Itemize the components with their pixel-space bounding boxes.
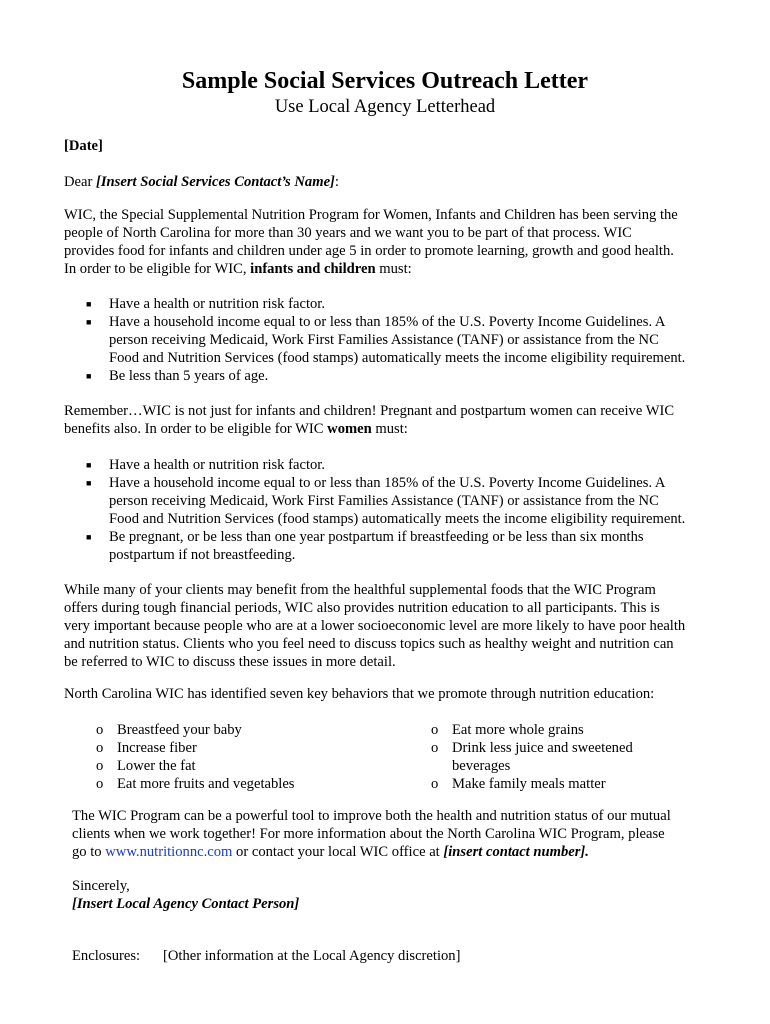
women-text: benefits also. In order to be eligible for WIC	[64, 421, 328, 437]
contact-number-placeholder: [insert contact number].	[443, 844, 589, 860]
closing-paragraph	[72, 807, 722, 861]
closing-text: or contact your local WIC office at	[232, 844, 444, 860]
bullet-icon: ■	[86, 299, 92, 309]
intro-line: WIC, the Special Supplemental Nutrition Program for Women, Infants and Children has been serving the	[64, 207, 678, 223]
intro-paragraph	[64, 206, 714, 278]
circle-bullet-icon: o	[431, 740, 439, 756]
list-item-text: beverages	[452, 758, 511, 774]
salutation	[64, 173, 339, 191]
list-item-text: Food and Nutrition Services (food stamps) automatically meets the income eligibility requirement.	[109, 350, 686, 366]
intro-line: provides food for infants and children under age 5 in order to promote learning, growth and good health.	[64, 243, 674, 259]
bullet-icon: ■	[86, 478, 92, 488]
list-item-text: Lower the fat	[117, 758, 196, 774]
list-item-text: Make family meals matter	[452, 776, 606, 792]
closing-line: The WIC Program can be a powerful tool to improve both the health and nutrition status of our mutual	[72, 808, 671, 824]
enclosures-label: Enclosures:	[72, 948, 141, 964]
list-item-text: Eat more fruits and vegetables	[117, 776, 295, 792]
page-subtitle: Use Local Agency Letterhead	[274, 97, 496, 117]
list-item-text: Have a household income equal to or less than 185% of the U.S. Poverty Income Guidelines. A	[109, 314, 666, 330]
bullet-icon: ■	[86, 317, 92, 327]
website-link[interactable]: www.nutritionnc.com	[105, 844, 233, 860]
education-line: be referred to WIC to discuss these issues in more detail.	[64, 654, 396, 670]
list-item-text: Have a health or nutrition risk factor.	[109, 457, 325, 473]
list-item-text: Be less than 5 years of age.	[109, 368, 269, 384]
list-item-text: Have a household income equal to or less than 185% of the U.S. Poverty Income Guidelines. A	[109, 475, 666, 491]
education-line: offers during tough financial periods, WIC also provides nutrition education to all participants. This is	[64, 600, 660, 616]
women-line: Remember…WIC is not just for infants and children! Pregnant and postpartum women can receive WIC	[64, 403, 675, 419]
circle-bullet-icon: o	[96, 740, 104, 756]
circle-bullet-icon: o	[96, 722, 104, 738]
behaviors-intro: North Carolina WIC has identified seven key behaviors that we promote through nutrition education:	[64, 686, 655, 702]
salutation-suffix: :	[334, 174, 339, 190]
women-text: must:	[371, 421, 408, 437]
education-line: While many of your clients may benefit from the healthful supplemental foods that the WIC Program	[64, 582, 656, 598]
education-line: and nutrition status. Clients who you feel need to discuss topics such as healthy weight and nutrition can	[64, 636, 674, 652]
list-item-text: Eat more whole grains	[452, 722, 584, 738]
list-item-text: Breastfeed your baby	[117, 722, 242, 738]
intro-text: must:	[375, 261, 412, 277]
list-item-text: Food and Nutrition Services (food stamps) automatically meets the income eligibility requirement.	[109, 511, 686, 527]
closing-line: clients when we work together! For more information about the North Carolina WIC Program, please	[72, 826, 665, 842]
enclosures-value: [Other information at the Local Agency discretion]	[163, 948, 461, 964]
circle-bullet-icon: o	[431, 776, 439, 792]
women-line	[64, 420, 714, 438]
signoff: Sincerely,	[72, 878, 130, 894]
education-paragraph	[64, 581, 714, 671]
intro-bold: infants and children	[250, 261, 376, 277]
list-item-text: Drink less juice and sweetened	[452, 740, 633, 756]
closing-line	[72, 843, 722, 861]
list-item-text: Increase fiber	[117, 740, 197, 756]
behaviors-left-list	[96, 721, 396, 793]
contact-person-text: [Insert Local Agency Contact Person]	[72, 896, 300, 912]
bullet-icon: ■	[86, 532, 92, 542]
circle-bullet-icon: o	[431, 722, 439, 738]
list-item-text: Be pregnant, or be less than one year postpartum if breastfeeding or be less than six months	[109, 529, 644, 545]
contact-person-placeholder	[72, 895, 299, 913]
women-bold: women	[327, 421, 372, 437]
intro-line	[64, 260, 714, 278]
page-title: Sample Social Services Outreach Letter	[181, 68, 589, 94]
intro-line: people of North Carolina for more than 30 years and we want you to be part of that process. WIC	[64, 225, 632, 241]
circle-bullet-icon: o	[96, 758, 104, 774]
bullet-icon: ■	[86, 460, 92, 470]
intro-text: In order to be eligible for WIC,	[64, 261, 251, 277]
list-item-text: person receiving Medicaid, Work First Families Assistance (TANF) or assistance from the NC	[109, 493, 659, 509]
list-item-text: person receiving Medicaid, Work First Families Assistance (TANF) or assistance from the NC	[109, 332, 659, 348]
women-paragraph	[64, 402, 714, 438]
closing-text: go to	[72, 844, 106, 860]
bullet-icon: ■	[86, 371, 92, 381]
salutation-name: [Insert Social Services Contact’s Name]	[96, 174, 335, 190]
date-placeholder: [Date]	[64, 138, 103, 154]
salutation-prefix: Dear	[64, 174, 97, 190]
list-item-text: Have a health or nutrition risk factor.	[109, 296, 325, 312]
education-line: very important because people who are at a lower socioeconomic level are more likely to have poor health	[64, 618, 686, 634]
circle-bullet-icon: o	[96, 776, 104, 792]
list-item-text: postpartum if not breastfeeding.	[109, 547, 296, 563]
behaviors-right-list	[431, 721, 731, 793]
